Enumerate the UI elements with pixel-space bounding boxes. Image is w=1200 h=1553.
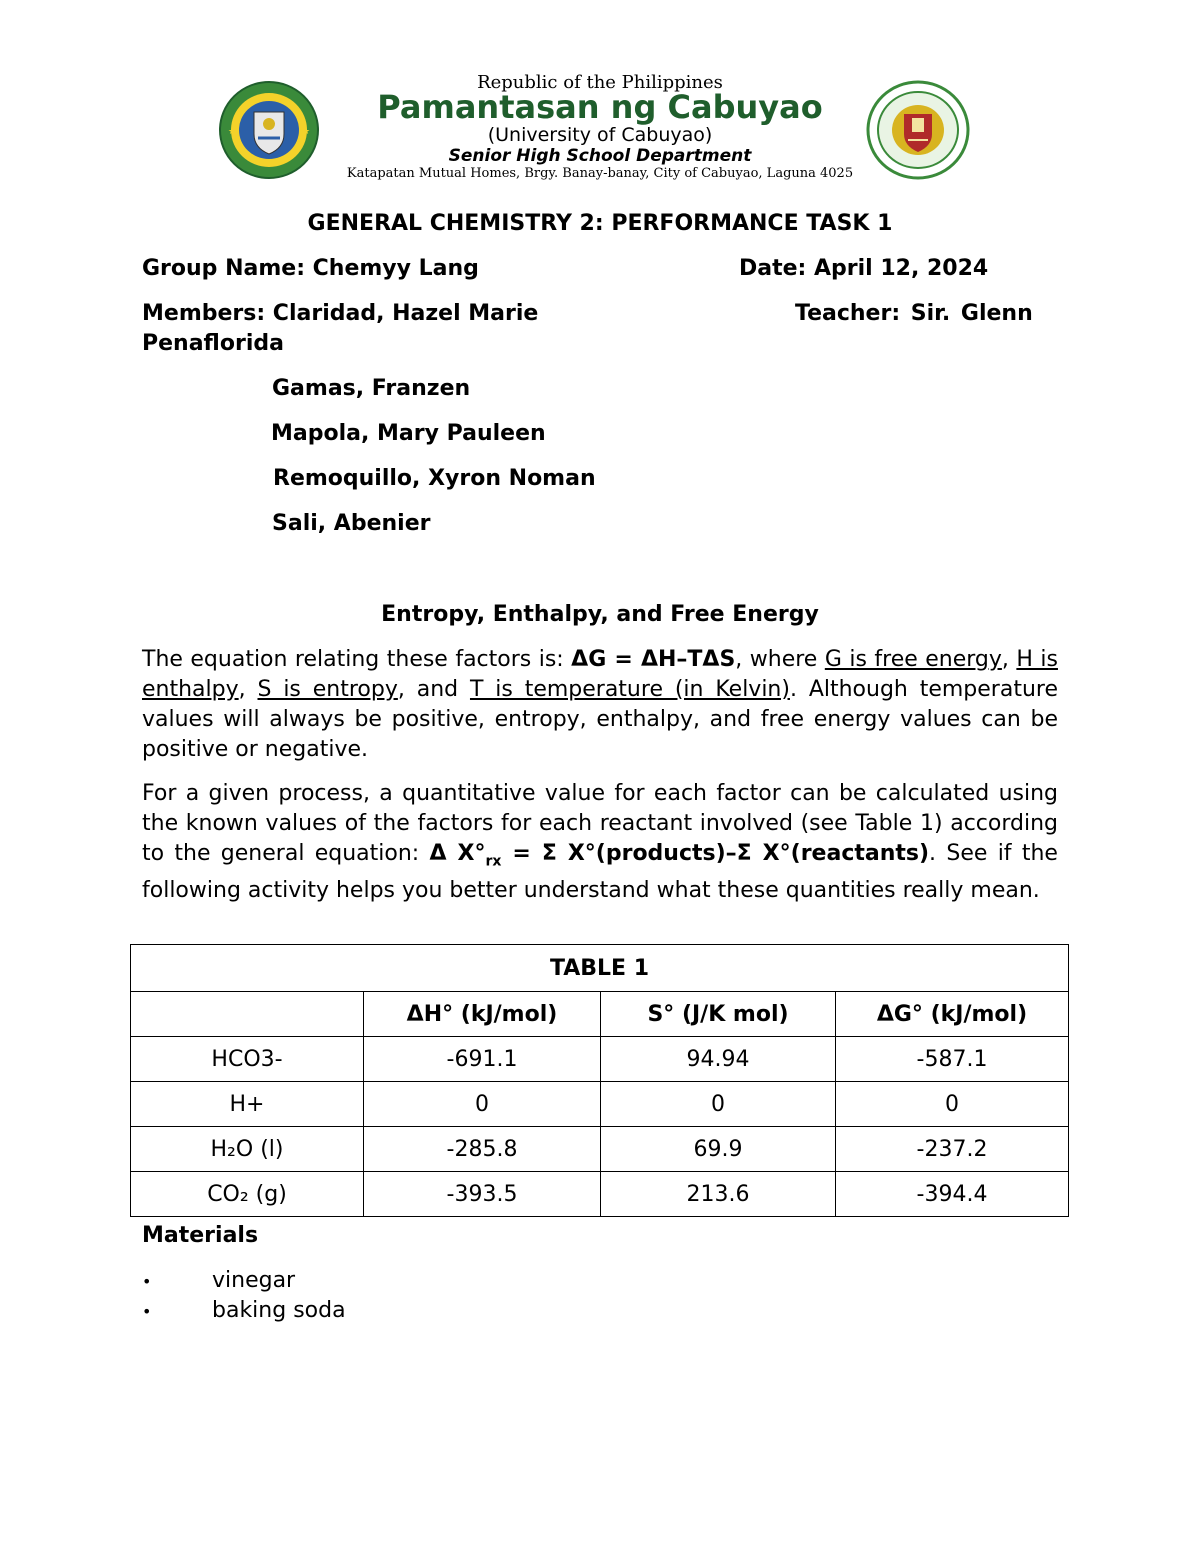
table-header-cell: S° (J/K mol) xyxy=(601,992,836,1037)
member-name: Remoquillo, Xyron Noman xyxy=(273,466,596,491)
table-cell: -691.1 xyxy=(364,1037,601,1082)
table-header-row xyxy=(131,992,1069,1037)
free-energy-equation: ΔG = ΔH–TΔS xyxy=(571,647,736,672)
table-cell: -237.2 xyxy=(836,1127,1069,1172)
table-cell: 69.9 xyxy=(601,1127,836,1172)
department-name: Senior High School Department xyxy=(448,146,752,166)
table-row xyxy=(131,1127,1069,1172)
general-equation: Δ $X^\circ_{rx} = \Sigma$ X°(products)–Σ X°(reactants) xyxy=(429,841,930,870)
document-title: GENERAL CHEMISTRY 2: PERFORMANCE TASK 1 xyxy=(307,211,893,236)
svg-text:★: ★ xyxy=(228,127,237,137)
table-cell: 94.94 xyxy=(601,1037,836,1082)
table-cell: CO₂ (g) xyxy=(131,1172,364,1217)
table-cell: 0 xyxy=(836,1082,1069,1127)
materials-heading: Materials xyxy=(142,1223,259,1248)
teacher: Teacher: Sir. Glenn xyxy=(795,301,1033,326)
member-name: Gamas, Franzen xyxy=(272,376,471,401)
table-cell: HCO3- xyxy=(131,1037,364,1082)
table-row xyxy=(131,1082,1069,1127)
university-name: Pamantasan ng Cabuyao xyxy=(377,88,823,126)
member-name: Sali, Abenier xyxy=(272,511,431,536)
table-row xyxy=(131,1037,1069,1082)
member-name: Mapola, Mary Pauleen xyxy=(271,421,546,446)
date: Date: April 12, 2024 xyxy=(739,256,989,281)
table-header-cell: ΔG° (kJ/mol) xyxy=(836,992,1069,1037)
table-cell: -394.4 xyxy=(836,1172,1069,1217)
table-cell: -393.5 xyxy=(364,1172,601,1217)
table-cell: 213.6 xyxy=(601,1172,836,1217)
thermodynamic-values-table xyxy=(130,944,1069,1217)
members-first: Members: Claridad, Hazel Marie xyxy=(142,301,539,326)
paragraph-general-equation: For a given process, a quantitative value for each factor can be calculated using the known values of the factors for each reactant involved (see Table 1) according to the general equation: Δ $X^\circ_{rx} = \Sigma$ X°(products)–Σ X°(reactants). See if the following activity helps you better understand what these quantities really mean. xyxy=(142,781,1058,904)
table-cell: H₂O (l) xyxy=(131,1127,364,1172)
table-header-cell xyxy=(131,992,364,1037)
table-row xyxy=(131,1172,1069,1217)
table-cell: -285.8 xyxy=(364,1127,601,1172)
svg-text:★: ★ xyxy=(302,127,311,137)
table-cell: 0 xyxy=(364,1082,601,1127)
list-item: • vinegar xyxy=(142,1268,296,1293)
bullet-icon: • xyxy=(142,1301,152,1321)
list-item: • baking soda xyxy=(142,1298,346,1323)
section-title: Entropy, Enthalpy, and Free Energy xyxy=(381,602,819,627)
members-first-cont: Penaflorida xyxy=(142,331,284,356)
table-cell: H+ xyxy=(131,1082,364,1127)
university-english-name: (University of Cabuyao) xyxy=(487,124,713,146)
table-title: TABLE 1 xyxy=(131,945,1069,992)
group-name: Group Name: Chemyy Lang xyxy=(142,256,479,281)
table-title-row xyxy=(131,945,1069,992)
republic-line: Republic of the Philippines xyxy=(477,72,723,93)
table-header-cell: ΔH° (kJ/mol) xyxy=(364,992,601,1037)
paragraph-equation-intro: The equation relating these factors is: ΔG = ΔH–TΔS, where G is free energy, H is enthalpy, S is entropy, and T is temperature (in Kelvin). Although temperature values will always be positive, entropy, enthalpy, and free energy values can be positive or negative. xyxy=(142,647,1058,762)
bullet-icon: • xyxy=(142,1271,152,1291)
table-cell: 0 xyxy=(601,1082,836,1127)
table-cell: -587.1 xyxy=(836,1037,1069,1082)
university-address: Katapatan Mutual Homes, Brgy. Banay-banay, City of Cabuyao, Laguna 4025 xyxy=(346,166,854,181)
